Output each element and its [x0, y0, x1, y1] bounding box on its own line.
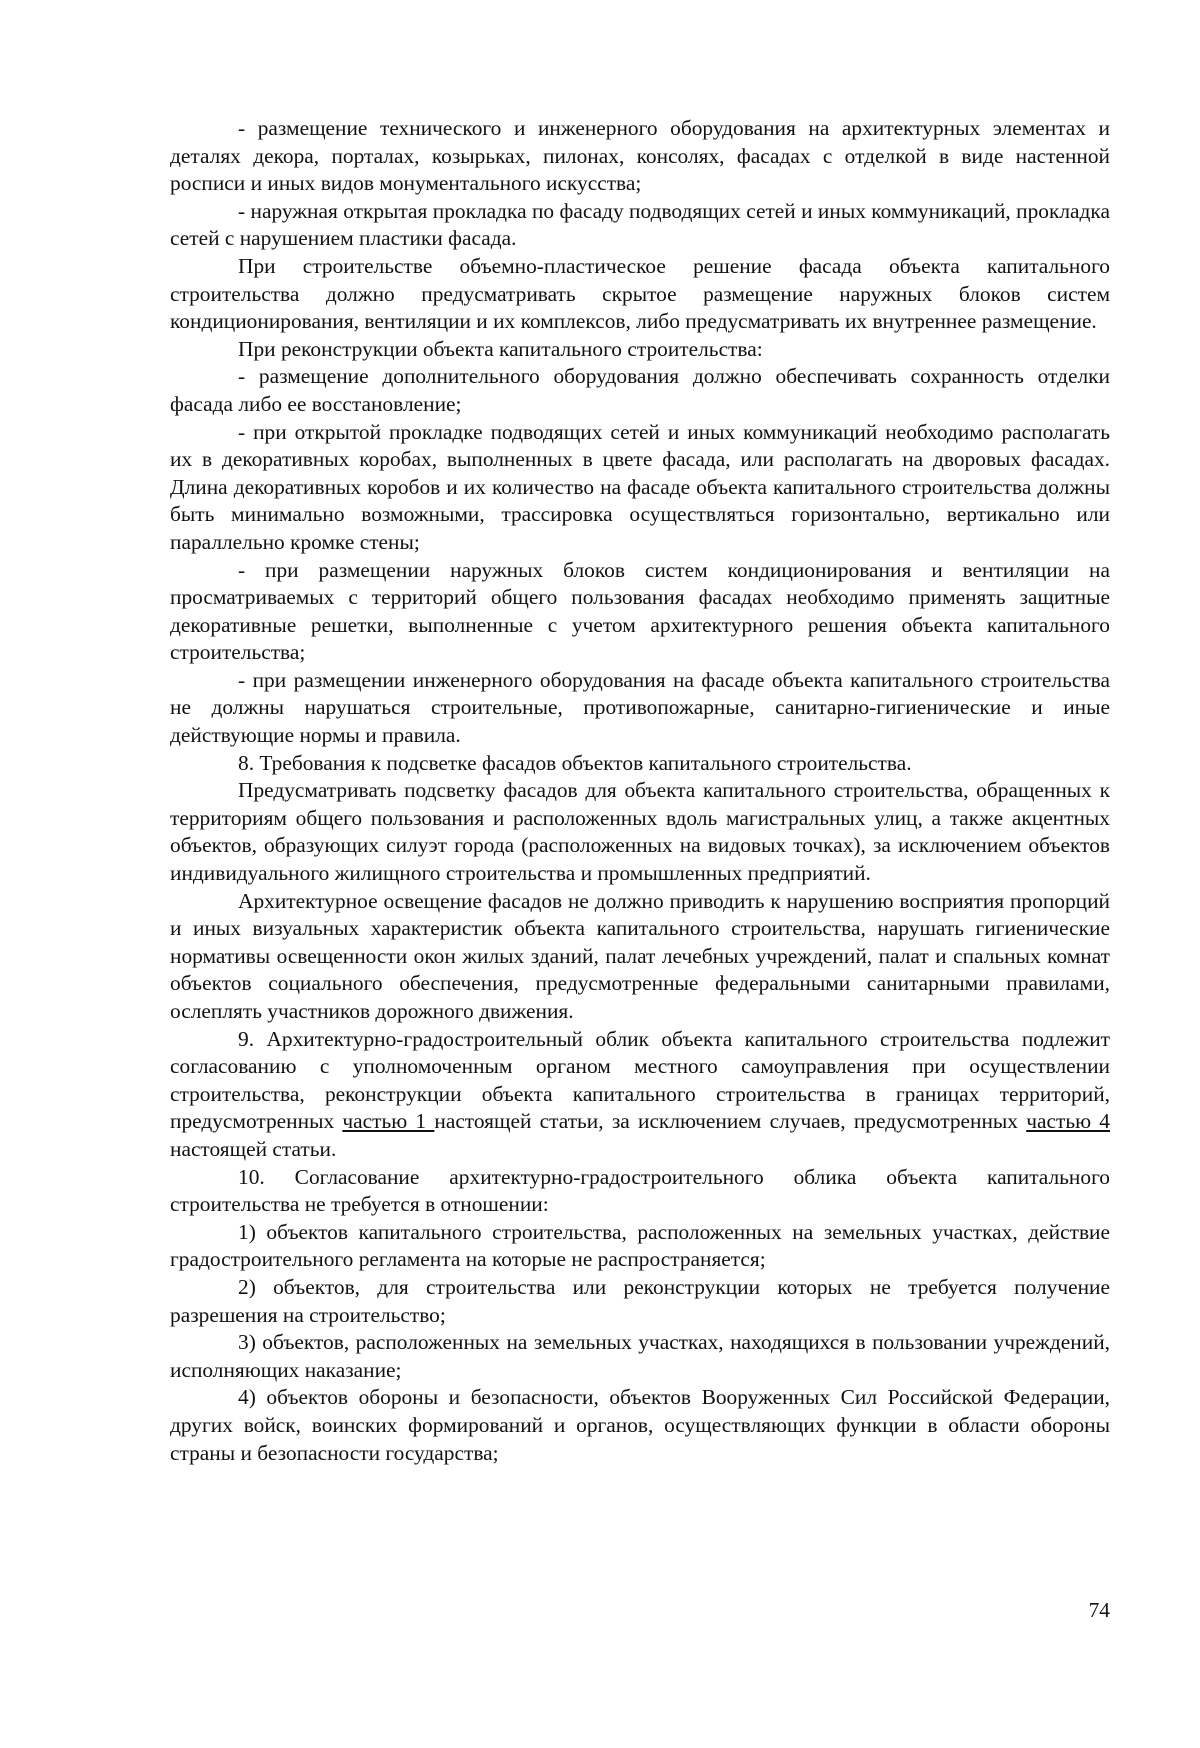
paragraph-architectural-lighting: Архитектурное освещение фасадов не должно приводить к нарушению восприятия пропорций и иных визуальных характеристик объекта капитального строительства, нарушать гигиенические нормативы освещенности окон жилых зданий, палат лечебных учреждений, палат и спальных комнат объектов социального обеспечения, предусмотренные федеральными санитарными правилами, ослеплять участников дорожного движения. — [170, 888, 1110, 1023]
paragraph-section-10: 10. Согласование архитектурно-градостроительного облика объекта капитального строительства не требуется в отношении: — [170, 1164, 1110, 1217]
paragraph-additional-equipment: - размещение дополнительного оборудования должно обеспечивать сохранность отделки фасада либо ее восстановление; — [170, 364, 1110, 416]
list-item-2: 2) объектов, для строительства или реконструкции которых не требуется получение разрешения на строительство; — [170, 1274, 1110, 1327]
link-part-4[interactable]: частью 4 — [1026, 1109, 1110, 1134]
section-9-text-start: 9. Архитектурно-градостроительный облик объекта капитального строительства подлежит согласованию с уполномоченным органом местного самоуправления при осуществлении строительства, реконструкции объекта капитального строительства в границах территорий, предусмотренных — [170, 1026, 1110, 1134]
paragraph-norms: - при размещении инженерного оборудования на фасаде объекта капитального строительства не должны нарушаться строительные, противопожарные, санитарно-гигиенические и иные действующие нормы и правила. — [170, 667, 1110, 748]
list-item-3: 3) объектов, расположенных на земельных участках, находящихся в пользовании учреждений, исполняющих наказание; — [170, 1330, 1110, 1382]
section-9-text-end: настоящей статьи. — [170, 1136, 337, 1161]
page-number: 74 — [1088, 1598, 1110, 1622]
paragraph-reconstruction-heading: При реконструкции объекта капитального строительства: — [238, 336, 763, 361]
paragraph-section-8: 8. Требования к подсветке фасадов объектов капитального строительства. — [238, 750, 912, 775]
link-part-1[interactable]: частью 1 — [342, 1109, 435, 1134]
paragraph-construction-solution: При строительстве объемно-пластическое решение фасада объекта капитального строительства должно предусматривать скрытое размещение наружных блоков систем кондиционирования, вентиляции и их комплексов, либо предусматривать их внутреннее размещение. — [170, 253, 1110, 334]
paragraph-facade-lighting: Предусматривать подсветку фасадов для объекта капитального строительства, обращенных к территориям общего пользования и расположенных вдоль магистральных улиц, а также акцентных объектов, образующих силуэт города (расположенных на видовых точках), за исключением объектов индивидуального жилищного строительства и промышленных предприятий. — [170, 778, 1110, 886]
paragraph-protective-grilles: - при размещении наружных блоков систем кондиционирования и вентиляции на просматриваемых с территорий общего пользования фасадах необходимо применять защитные декоративные решетки, выполненные с учетом архитектурного решения объекта капитального строительства; — [170, 557, 1110, 665]
list-item-1: 1) объектов капитального строительства, расположенных на земельных участках, действие градостроительного регламента на которые не распространяется; — [170, 1219, 1110, 1272]
paragraph-section-9 — [170, 1026, 1110, 1164]
list-item-4: 4) объектов обороны и безопасности, объектов Вооруженных Сил Российской Федерации, других войск, воинских формирований и органов, осуществляющих функции в области обороны страны и безопасности государства; — [170, 1385, 1110, 1465]
document-page — [170, 115, 1110, 1467]
section-9-text-middle: настоящей статьи, за исключением случаев, предусмотренных — [434, 1109, 1027, 1134]
paragraph-open-laying: - наружная открытая прокладка по фасаду подводящих сетей и иных коммуникаций, прокладка сетей с нарушением пластики фасада. — [170, 198, 1110, 251]
paragraph-decorative-boxes: - при открытой прокладке подводящих сетей и иных коммуникаций необходимо располагать их в декоративных коробах, выполненных в цвете фасада, или располагать на дворовых фасадах. Длина декоративных коробов и их количество на фасаде объекта капитального строительства должны быть минимально возможными, трассировка осуществляться горизонтально, вертикально или параллельно кромке стены; — [170, 419, 1110, 554]
paragraph-equipment-placement: - размещение технического и инженерного оборудования на архитектурных элементах и деталях декора, порталах, козырьках, пилонах, консолях, фасадах с отделкой в виде настенной росписи и иных видов монументального искусства; — [170, 116, 1110, 196]
